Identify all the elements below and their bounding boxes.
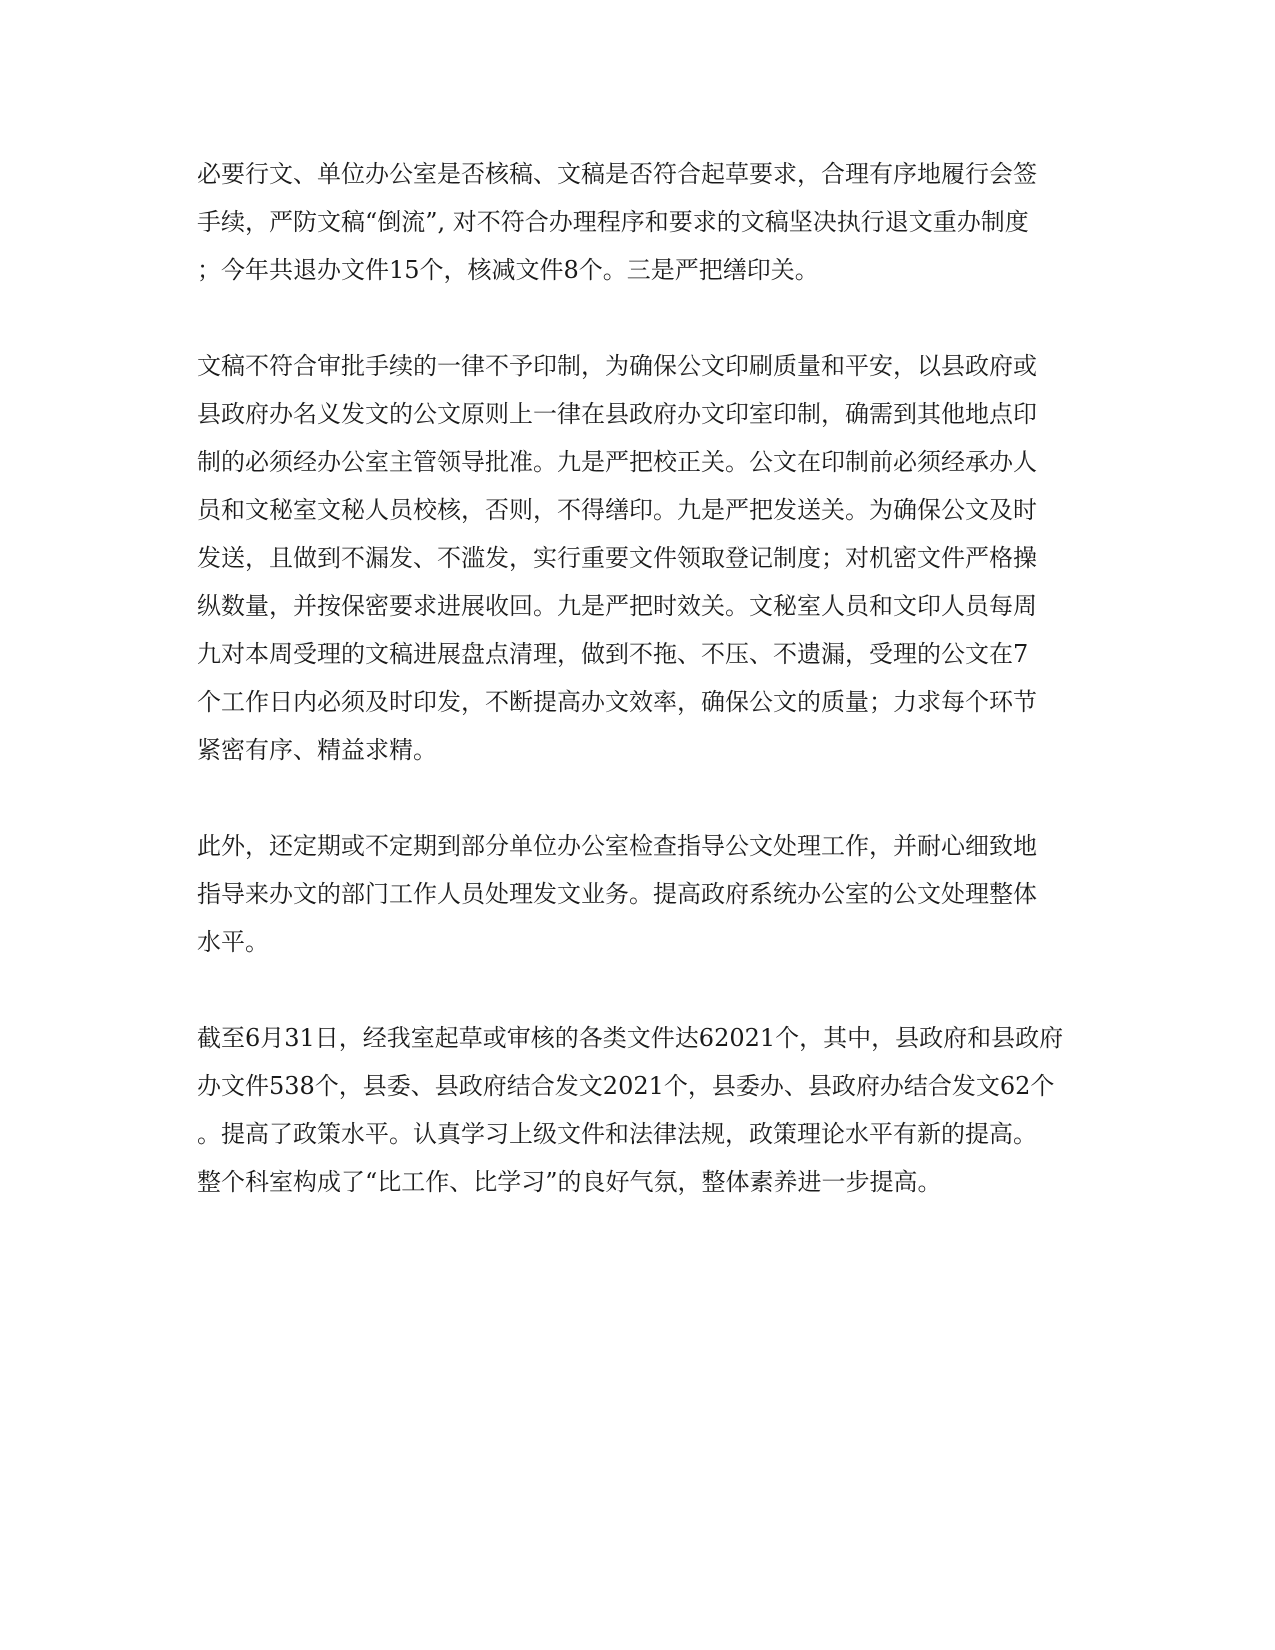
text-line: 必要行文、单位办公室是否核稿、文稿是否符合起草要求，合理有序地履行会签: [197, 160, 1037, 188]
paragraph-3: [197, 822, 1077, 966]
text-line: 指导来办文的部门工作人员处理发文业务。提高政府系统办公室的公文处理整体: [197, 880, 1037, 908]
text-line: 。提高了政策水平。认真学习上级文件和法律法规，政策理论水平有新的提高。: [197, 1120, 1037, 1148]
text-line: 发送，且做到不漏发、不滥发，实行重要文件领取登记制度；对机密文件严格操: [197, 544, 1037, 572]
text-line: 县政府办名义发文的公文原则上一律在县政府办文印室印制，确需到其他地点印: [197, 400, 1037, 428]
text-line: 员和文秘室文秘人员校核，否则，不得缮印。九是严把发送关。为确保公文及时: [197, 496, 1037, 524]
text-line: 文稿不符合审批手续的一律不予印制，为确保公文印刷质量和平安，以县政府或: [197, 352, 1037, 380]
paragraph-1: [197, 150, 1077, 294]
paragraph-4: [197, 1014, 1077, 1206]
paragraph-2: [197, 342, 1077, 774]
text-line: 紧密有序、精益求精。: [197, 736, 437, 764]
text-line: 水平。: [197, 928, 269, 956]
text-line: 手续，严防文稿“倒流”, 对不符合办理程序和要求的文稿坚决执行退文重办制度: [197, 208, 1029, 236]
text-line: 整个科室构成了“比工作、比学习”的良好气氛，整体素养进一步提高。: [197, 1168, 942, 1196]
text-line: 截至6月31日，经我室起草或审核的各类文件达62021个，其中，县政府和县政府: [197, 1024, 1064, 1052]
text-line: 制的必须经办公室主管领导批准。九是严把校正关。公文在印制前必须经承办人: [197, 448, 1037, 476]
text-line: 此外，还定期或不定期到部分单位办公室检查指导公文处理工作，并耐心细致地: [197, 832, 1037, 860]
text-line: 办文件538个，县委、县政府结合发文2021个，县委办、县政府办结合发文62个: [197, 1072, 1055, 1100]
document-body: [197, 150, 1077, 1254]
text-line: ；今年共退办文件15个，核减文件8个。三是严把缮印关。: [197, 256, 819, 284]
text-line: 个工作日内必须及时印发，不断提高办文效率，确保公文的质量；力求每个环节: [197, 688, 1037, 716]
text-line: 九对本周受理的文稿进展盘点清理，做到不拖、不压、不遗漏，受理的公文在7: [197, 640, 1029, 668]
text-line: 纵数量，并按保密要求进展收回。九是严把时效关。文秘室人员和文印人员每周: [197, 592, 1037, 620]
